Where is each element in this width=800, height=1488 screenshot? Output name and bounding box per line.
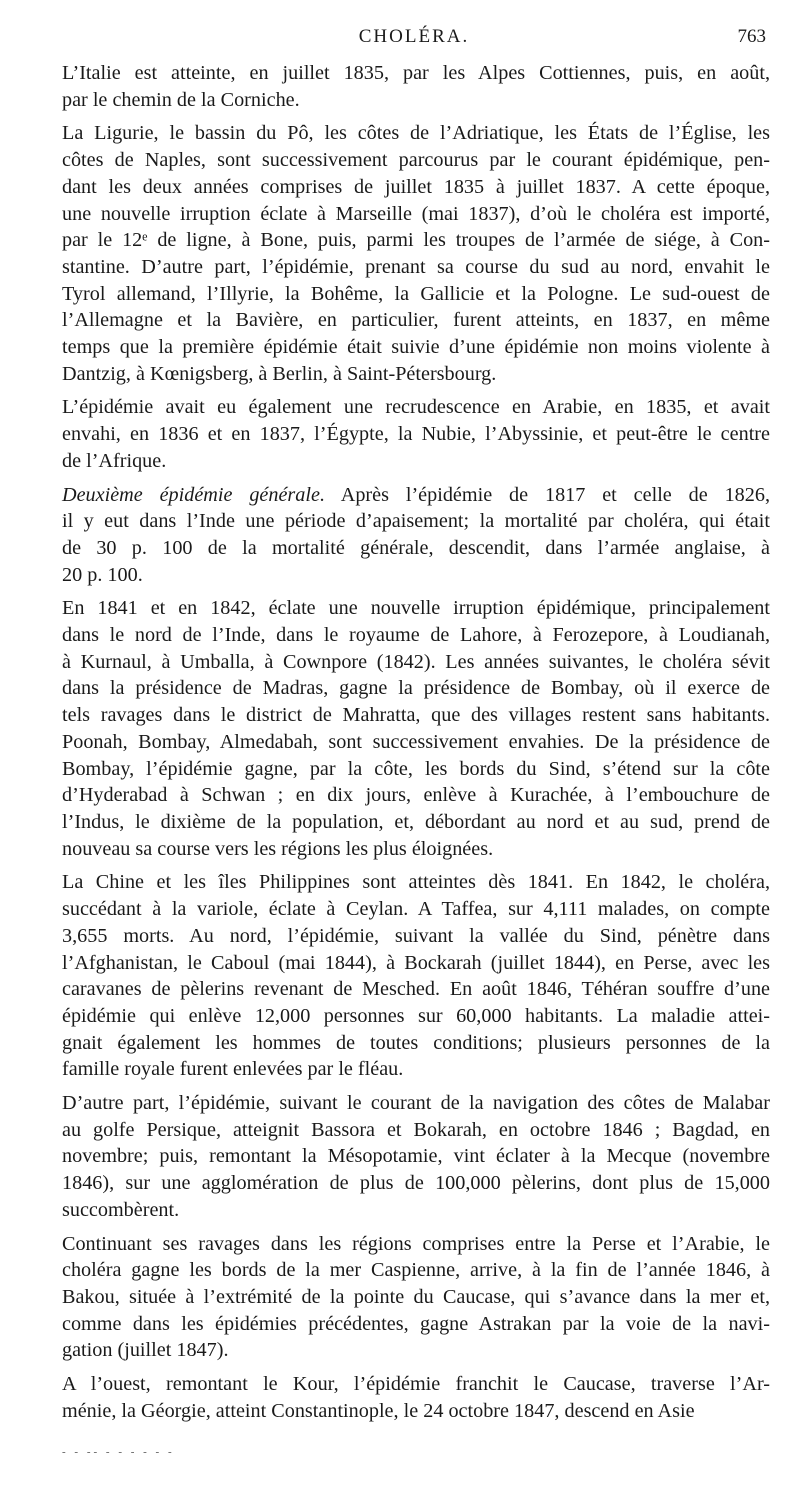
paragraph <box>62 1231 770 1365</box>
paragraph <box>62 394 770 474</box>
page-header <box>62 26 766 58</box>
text-line: Continuant ses ravages dans les régions comprises entre la Perse et l’Arabie, le <box>62 1232 770 1255</box>
text-line: Bakou, située à l’extrémité de la pointe du Caucase, qui s’avance dans la mer et, <box>62 1285 770 1308</box>
text-line: temps que la première épidémie était suivie d’une épidémie non moins violente à <box>62 336 770 359</box>
text-line: Bombay, l’épidémie gagne, par la côte, les bords du Sind, s’étend sur la côte <box>62 757 770 780</box>
text-line: Dantzig, à Kœnigsberg, à Berlin, à Saint-Pétersbourg. <box>62 362 497 385</box>
text-line: de 30 p. 100 de la mortalité générale, descendit, dans l’armée anglaise, à <box>62 536 770 559</box>
text-line: stantine. D’autre part, l’épidémie, prenant sa course du sud au nord, envahit le <box>62 255 770 278</box>
text-line: L’épidémie avait eu également une recrudescence en Arabie, en 1835, et avait <box>62 396 770 419</box>
paragraph <box>62 482 770 589</box>
text-line: succombèrent. <box>62 1198 180 1221</box>
text-line: l’Afghanistan, le Caboul (mai 1844), à Bockarah (juillet 1844), en Perse, avec les <box>62 951 770 974</box>
text-line: choléra gagne les bords de la mer Caspienne, arrive, à la fin de l’année 1846, à <box>62 1259 770 1282</box>
text-line: dans la présidence de Madras, gagne la présidence de Bombay, où il exerce de <box>62 677 770 700</box>
paragraph <box>62 120 770 387</box>
running-head: CHOLÉRA. <box>358 26 470 47</box>
text-line: La Ligurie, le bassin du Pô, les côtes de l’Adriatique, les États de l’Église, les <box>62 122 770 145</box>
text-line: d’Hyderabad à Schwan ; en dix jours, enlève à Kurachée, à l’embouchure de <box>62 784 770 807</box>
text-line: tels ravages dans le district de Mahratta, que des villages restent sans habitants. <box>62 704 770 727</box>
text-line: Poonah, Bombay, Almedabah, sont successivement envahies. De la présidence de <box>62 730 770 753</box>
text-run: Après l’épidémie de 1817 et celle de 1826, <box>325 483 770 506</box>
text-line: D’autre part, l’épidémie, suivant le courant de la navigation des côtes de Malabar <box>62 1092 770 1115</box>
section-heading: Deuxième épidémie générale. <box>62 483 325 506</box>
text-line: caravanes de pèlerins revenant de Mesched. En août 1846, Téhéran souffre d’une <box>62 978 770 1001</box>
text-line: ménie, la Géorgie, atteint Constantinople, le 24 octobre 1847, descend en Asie <box>62 1399 695 1422</box>
text-line: il y eut dans l’Inde une période d’apaisement; la mortalité par choléra, qui était <box>62 510 770 533</box>
text-line: au golfe Persique, atteignit Bassora et Bokarah, en octobre 1846 ; Bagdad, en <box>62 1118 770 1141</box>
text-line: Tyrol allemand, l’Illyrie, la Bohême, la Gallicie et la Pologne. Le sud-ouest de <box>62 282 770 305</box>
text-line: de l’Afrique. <box>62 449 167 472</box>
text-line: l’Indus, le dixième de la population, et, débordant au nord et au sud, prend de <box>62 810 770 833</box>
paragraph <box>62 1371 770 1424</box>
paragraph <box>62 869 770 1083</box>
text-line: gnait également les hommes de toutes conditions; plusieurs personnes de la <box>62 1031 770 1054</box>
text-line <box>62 482 770 509</box>
text-line: succédant à la variole, éclate à Ceylan. A Taffea, sur 4,111 malades, on compte <box>62 898 770 921</box>
text-line: envahi, en 1836 et en 1837, l’Égypte, la Nubie, l’Abyssinie, et peut-être le centre <box>62 423 770 446</box>
text-line: comme dans les épidémies précédentes, gagne Astrakan par la voie de la navi- <box>62 1312 770 1335</box>
paragraph <box>62 595 770 862</box>
text-line: nouveau sa course vers les régions les plus éloignées. <box>62 837 494 860</box>
text-line: gation (juillet 1847). <box>62 1339 229 1362</box>
text-line: côtes de Naples, sont successivement parcourus par le courant épidémique, pen- <box>62 149 770 172</box>
text-line: par le 12ᵉ de ligne, à Bone, puis, parmi les troupes de l’armée de siége, à Con- <box>62 229 770 252</box>
paragraph <box>62 60 770 113</box>
text-line: novembre; puis, remontant la Mésopotamie, vint éclater à la Mecque (novembre <box>62 1145 770 1168</box>
text-line: à Kurnaul, à Umballa, à Cownpore (1842). Les années suivantes, le choléra sévit <box>62 650 770 673</box>
body-text <box>62 60 770 1431</box>
text-line: La Chine et les îles Philippines sont atteintes dès 1841. En 1842, le choléra, <box>62 871 770 894</box>
text-line: 1846), sur une agglomération de plus de 100,000 pèlerins, dont plus de 15,000 <box>62 1172 770 1195</box>
footer-rule: - - -- - - - - - - <box>62 1446 175 1458</box>
text-line: En 1841 et en 1842, éclate une nouvelle irruption épidémique, principalement <box>62 597 770 620</box>
text-line: épidémie qui enlève 12,000 personnes sur 60,000 habitants. La maladie attei- <box>62 1004 770 1027</box>
text-line: une nouvelle irruption éclate à Marseille (mai 1837), d’où le choléra est importé, <box>62 202 770 225</box>
text-line: famille royale furent enlevées par le fléau. <box>62 1058 404 1081</box>
text-line: dans le nord de l’Inde, dans le royaume de Lahore, à Ferozepore, à Loudianah, <box>62 624 770 647</box>
text-line: par le chemin de la Corniche. <box>62 88 300 111</box>
page-number: 763 <box>737 26 766 47</box>
text-line: 20 p. 100. <box>62 563 143 586</box>
text-line: l’Allemagne et la Bavière, en particulier, furent atteints, en 1837, en même <box>62 309 770 332</box>
text-line: dant les deux années comprises de juillet 1835 à juillet 1837. A cette époque, <box>62 175 770 198</box>
text-line: L’Italie est atteinte, en juillet 1835, par les Alpes Cottiennes, puis, en août, <box>62 62 770 84</box>
paragraph <box>62 1090 770 1224</box>
text-line: A l’ouest, remontant le Kour, l’épidémie franchit le Caucase, traverse l’Ar- <box>62 1373 770 1396</box>
text-line: 3,655 morts. Au nord, l’épidémie, suivant la vallée du Sind, pénètre dans <box>62 924 770 947</box>
